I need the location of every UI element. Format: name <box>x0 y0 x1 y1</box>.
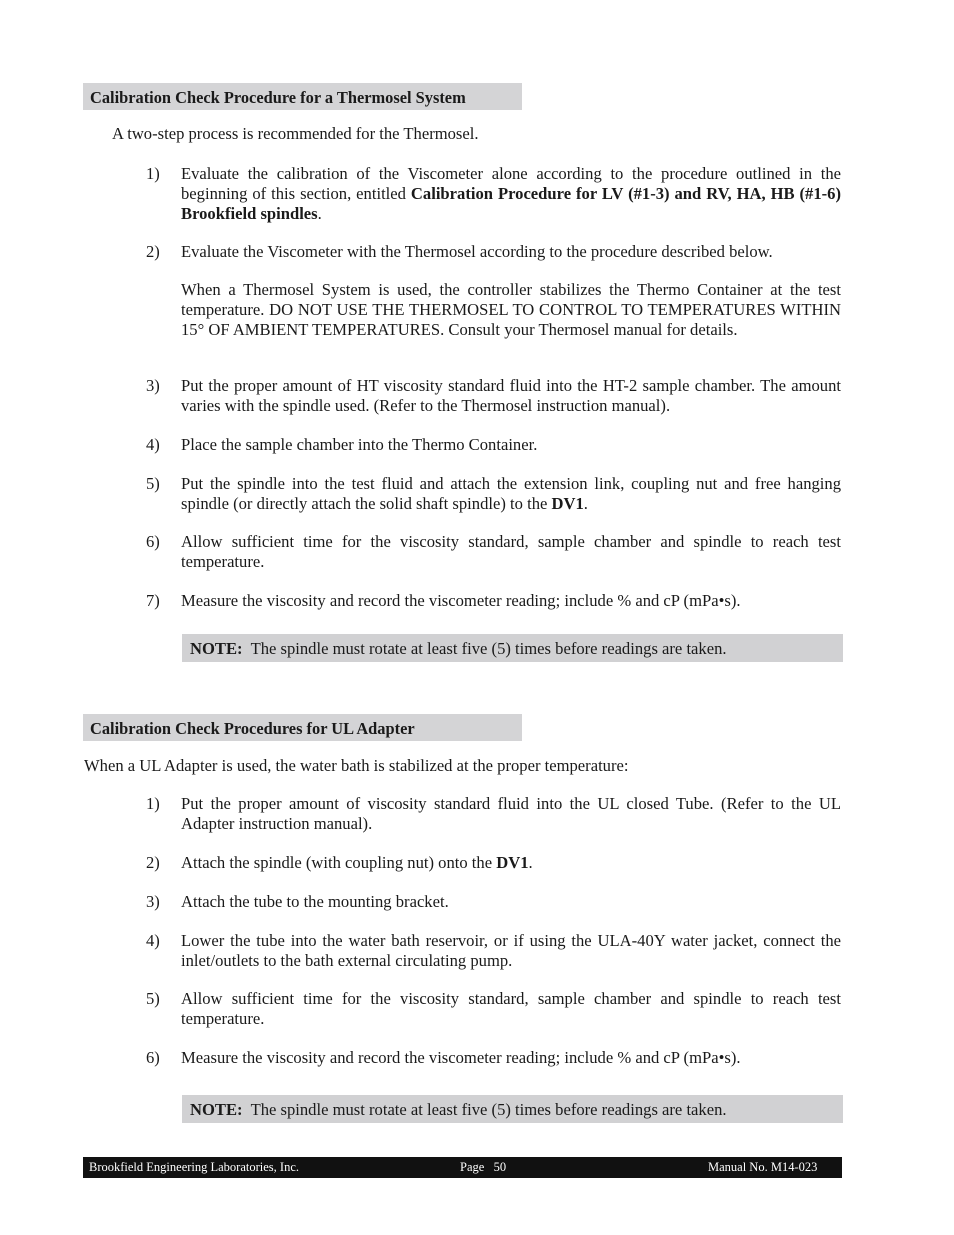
step-number: 5) <box>146 474 160 493</box>
footer-company: Brookfield Engineering Laboratories, Inc. <box>89 1160 299 1174</box>
section-heading-thermosel: Calibration Check Procedure for a Thermosel System <box>83 83 522 110</box>
step-text: Measure the viscosity and record the viscometer reading; include % and cP (mPa•s). <box>181 1048 741 1067</box>
step-number: 7) <box>146 591 160 610</box>
step-text: Evaluate the calibration of the Viscometer alone according to the procedure outlined in the beginning of this section, entitled Calibration Procedure for LV (#1-3) and RV, HA, HB (#1-6) Brookfield spindles. <box>181 164 842 223</box>
step-number: 3) <box>146 892 160 911</box>
step-text: Measure the viscosity and record the viscometer reading; include % and cP (mPa•s). <box>181 591 741 610</box>
step-number: 2) <box>146 242 160 261</box>
step-number: 1) <box>146 164 160 183</box>
step-text: Evaluate the Viscometer with the Thermosel according to the procedure described below. <box>181 242 773 261</box>
step-text: Put the spindle into the test fluid and attach the extension link, coupling nut and free hanging spindle (or directly attach the solid shaft spindle) to the DV1. <box>181 474 841 513</box>
step-text: Place the sample chamber into the Thermo Container. <box>181 435 538 454</box>
footer-manual-number: Manual No. M14-023 <box>708 1160 818 1174</box>
note-label: NOTE: <box>190 639 243 658</box>
step-number: 3) <box>146 376 160 395</box>
step-number: 1) <box>146 794 160 813</box>
step-number: 6) <box>146 532 160 551</box>
note-text: The spindle must rotate at least five (5) times before readings are taken. <box>250 1100 727 1119</box>
step-text: Lower the tube into the water bath reservoir, or if using the ULA-40Y water jacket, connect the inlet/outlets to the bath external circulating pump. <box>181 931 841 970</box>
note-text: The spindle must rotate at least five (5) times before readings are taken. <box>250 639 727 658</box>
step-detail-text: When a Thermosel System is used, the controller stabilizes the Thermo Container at the test temperature. DO NOT USE THE THERMOSEL TO CONTROL TO TEMPERATURES WITHIN 15° OF AMBIENT TEMPERATURES. Consult your Thermosel manual for details. <box>181 280 841 339</box>
footer-page-number: Page 50 <box>460 1160 507 1174</box>
step-text: Attach the tube to the mounting bracket. <box>181 892 449 911</box>
step-text: Put the proper amount of viscosity standard fluid into the UL closed Tube. (Refer to the UL Adapter instruction manual). <box>181 794 841 833</box>
page-footer <box>83 1157 842 1178</box>
step-bold-text: DV1 <box>551 493 584 513</box>
ul-adapter-intro: When a UL Adapter is used, the water bath is stabilized at the proper temperature: <box>84 756 629 775</box>
section-heading-ul-adapter: Calibration Check Procedures for UL Adapter <box>83 714 522 741</box>
step-bold-text: Calibration Procedure for LV (#1-3) and RV, HA, HB (#1-6) Brookfield spindles <box>181 183 842 223</box>
step-number: 4) <box>146 931 160 950</box>
step-text: Allow sufficient time for the viscosity standard, sample chamber and spindle to reach test temperature. <box>181 989 841 1028</box>
step-bold-text: DV1 <box>496 853 529 872</box>
step-text: Put the proper amount of HT viscosity standard fluid into the HT-2 sample chamber. The amount varies with the spindle used. (Refer to the Thermosel instruction manual). <box>181 376 841 415</box>
step-number: 6) <box>146 1048 160 1067</box>
ul-adapter-note <box>182 1095 843 1123</box>
step-number: 4) <box>146 435 160 454</box>
note-label: NOTE: <box>190 1100 243 1119</box>
step-number: 5) <box>146 989 160 1008</box>
step-text: Attach the spindle (with coupling nut) onto the DV1. <box>181 853 533 872</box>
thermosel-intro: A two-step process is recommended for the Thermosel. <box>112 124 479 143</box>
thermosel-note <box>182 634 843 662</box>
step-number: 2) <box>146 853 160 872</box>
step-text: Allow sufficient time for the viscosity standard, sample chamber and spindle to reach test temperature. <box>181 532 841 571</box>
